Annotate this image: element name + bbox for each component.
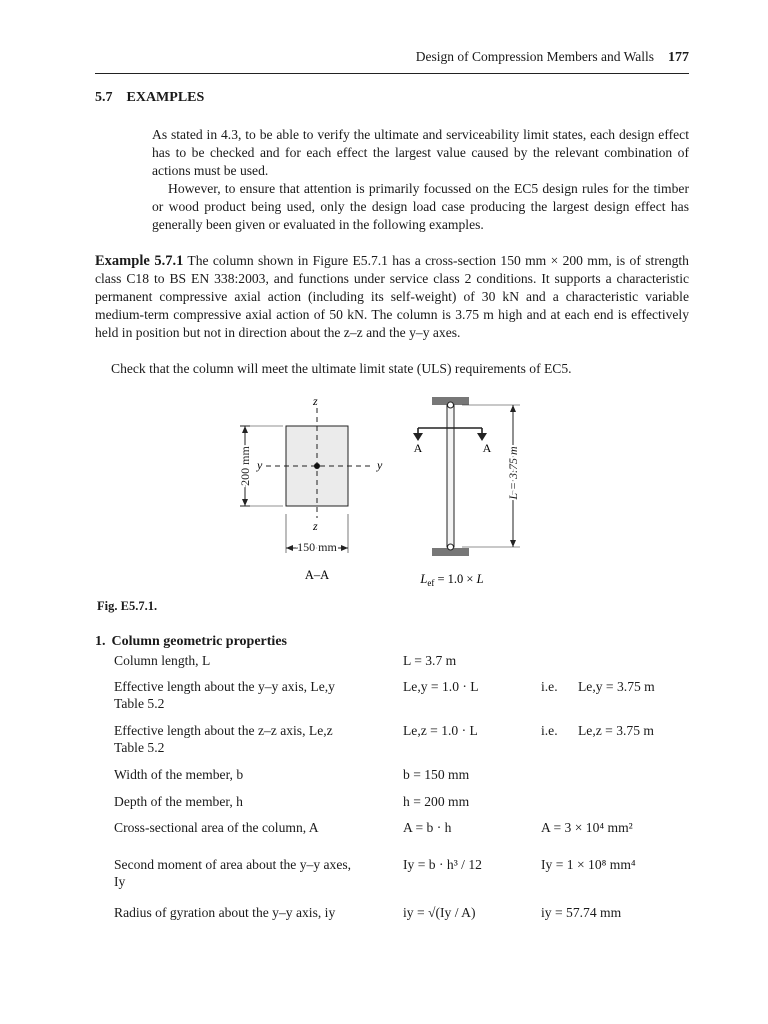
row-formula-lefz: Le,z = 1.0 · L xyxy=(403,723,478,738)
row-result-area: A = 3 × 10⁴ mm² xyxy=(541,820,633,835)
properties-number: 1. xyxy=(95,634,106,649)
z-label-bottom: z xyxy=(313,519,318,533)
properties-heading xyxy=(95,634,287,650)
centroid-dot xyxy=(314,463,320,469)
row-label-area: Cross-sectional area of the column, A xyxy=(114,820,319,835)
row-label-width: Width of the member, b xyxy=(114,767,244,782)
depth-label: 200 mm xyxy=(238,446,252,486)
length-label: L = 3.75 m xyxy=(506,446,520,500)
row-formula-area: A = b · h xyxy=(403,820,452,835)
width-label: 150 mm xyxy=(297,540,337,554)
intro-paragraph-2: However, to ensure that attention is primarily focussed on the EC5 design rules for the timber or wood product being used, only the design load case producing the largest design effect has generally been given or evaluated in the following examples. xyxy=(152,181,689,232)
row-label-iy: Second moment of area about the y–y axes, Iy xyxy=(114,857,352,889)
row-label-lefz: Effective length about the z–z axis, Le,z xyxy=(114,723,333,738)
page-number: 177 xyxy=(668,50,689,65)
row-label-depth: Depth of the member, h xyxy=(114,794,243,809)
row-label-radius: Radius of gyration about the y–y axis, iy xyxy=(114,905,336,920)
y-label-right: y xyxy=(377,458,383,472)
section-number: 5.7 xyxy=(95,90,113,105)
cut-label-left: A xyxy=(413,441,423,455)
row-ie-lefy: i.e. xyxy=(541,679,558,694)
row-result-lefz: Le,z = 3.75 m xyxy=(578,723,654,738)
row-ref-lefy: Table 5.2 xyxy=(114,696,165,711)
cut-label-right: A xyxy=(482,441,492,455)
intro-paragraph-1: As stated in 4.3, to be able to verify the ultimate and serviceability limit states, each design effect has to be checked and for each effect the largest value caused by the relevant combination of actions must be used. xyxy=(152,127,689,178)
row-result-radius: iy = 57.74 mm xyxy=(541,905,622,920)
column-elevation xyxy=(447,405,454,547)
bottom-pin xyxy=(448,544,454,550)
example-text: The column shown in Figure E5.7.1 has a cross-section 150 mm × 200 mm, is of strength class C18 to BS EN 338:2003, and functions under service class 2 conditions. It supports a characteristic permanent compressive axial action (including its self-weight) of 30 kN and a characteristic variable medium-term compressive axial action of 50 kN. The column is 3.75 m high and at each end is effectively held in position but not in direction about the z–z and the y–y axes. xyxy=(95,253,689,340)
example-instruction: Check that the column will meet the ultimate limit state (ULS) requirements of EC5. xyxy=(111,361,572,376)
row-formula-iy: Iy = b · h³ / 12 xyxy=(403,857,482,872)
row-formula-lefy: Le,y = 1.0 · L xyxy=(403,679,479,694)
row-result-iy: Iy = 1 × 10⁸ mm⁴ xyxy=(541,857,636,872)
row-ref-lefz: Table 5.2 xyxy=(114,740,165,755)
row-formula-depth: h = 200 mm xyxy=(403,794,470,809)
section-label: A–A xyxy=(304,568,330,582)
row-formula-length: L = 3.7 m xyxy=(403,653,457,668)
effective-length-label: $L_{ef} = 1.0 \times L$ xyxy=(420,572,484,588)
row-formula-width: b = 150 mm xyxy=(403,767,470,782)
row-formula-radius: iy = √(Iy / A) xyxy=(403,905,476,920)
figure-caption: Fig. E5.7.1. xyxy=(97,599,158,613)
example-label: Example 5.7.1 xyxy=(95,253,184,269)
row-ie-lefz: i.e. xyxy=(541,723,558,738)
properties-title: Column geometric properties xyxy=(111,634,287,649)
row-result-lefy: Le,y = 3.75 m xyxy=(578,679,655,694)
y-label-left: y xyxy=(257,458,263,472)
z-label-top: z xyxy=(313,394,318,408)
top-pin xyxy=(448,402,454,408)
running-title: Design of Compression Members and Walls xyxy=(415,49,654,64)
section-title: EXAMPLES xyxy=(126,90,205,105)
row-label-length: Column length, L xyxy=(114,653,211,668)
row-label-lefy: Effective length about the y–y axis, Le,y xyxy=(114,679,335,694)
